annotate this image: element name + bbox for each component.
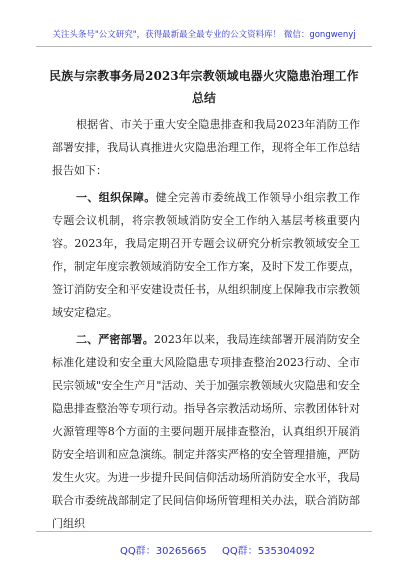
header-banner: 关注头条号"公文研究"，获得最新最全最专业的公文资料库！ 微信：gongwenyj (52, 30, 356, 40)
section-organization (52, 186, 360, 324)
header-divider (36, 46, 372, 47)
section-body: 健全完善市委统战工作领导小组宗教工作专题会议机制，将宗教领域消防安全工作纳入基层考核重要内容。2023年，我局定期召开专题会议研究分析宗教领域安全工作，制定年度宗教领域消防安全工作方案，及时下发工作要点，签订消防安全和平安建设责任书，从组织制度上保障我市宗教领域安定稳定。 (52, 191, 360, 319)
section-deployment (52, 328, 360, 529)
qq-group-1: QQ群：30265665 (120, 546, 207, 557)
section-heading: 二、严密部署。 (76, 333, 154, 346)
section-heading: 一、组织保障。 (76, 191, 156, 204)
intro-paragraph: 根据省、市关于重大安全隐患排查和我局2023年消防工作部署安排，我局认真推进火灾隐患治理工作，现将全年工作总结报告如下： (52, 118, 360, 177)
section-body: 2023年以来，我局连续部署开展消防安全标准化建设和安全重大风险隐患专项排查整治2023行动、全市民宗领域"安全生产月"活动、关于加强宗教领域火灾隐患和安全隐患排查整治等专项行动。指导各宗教活动场所、宗教团体针对火源管理等8个方面的主要问题开展排查整治，认真组织开展消防安全培训和应急演练。制定并落实严格的安全管理措施，严防发生火灾。为进一步提升民间信仰活动场所消防安全水平，我局联合市委统战部制定了民间信仰场所管理相关办法，联合消防部门组织 (52, 333, 360, 529)
footer-divider (36, 531, 372, 532)
qq-group-2: QQ群：535304092 (222, 546, 316, 557)
document-title: 民族与宗教事务局2023年宗教领域电器火灾隐患治理工作 (49, 69, 359, 83)
document-title-continued: 总结 (192, 91, 216, 105)
